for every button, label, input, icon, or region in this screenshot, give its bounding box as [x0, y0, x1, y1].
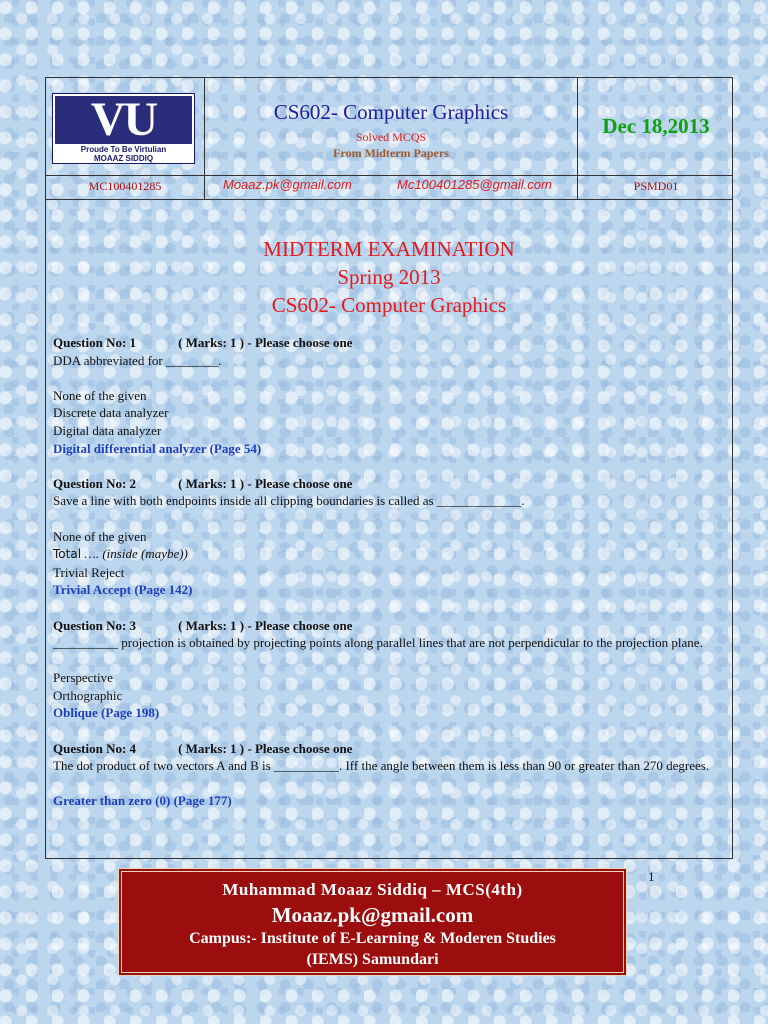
page-number: 1: [648, 869, 655, 884]
logo-tagline-text: Proude To Be Virtulian: [80, 145, 167, 154]
question-marks: ( Marks: 1 ) - Please choose one: [178, 335, 353, 350]
correct-answer: Digital differential analyzer (Page 54): [53, 440, 262, 456]
document-subtitle: Solved MCQS: [355, 130, 427, 144]
document-frame: [45, 77, 733, 859]
email-link-2[interactable]: Mc100401285@gmail.com: [397, 177, 552, 192]
email-cell: [205, 175, 578, 199]
exam-course: CS602- Computer Graphics: [271, 293, 507, 317]
title-cell: [205, 78, 578, 175]
correct-answer: Trivial Accept (Page 142): [53, 582, 193, 598]
question-text: The dot product of two vectors A and B is __________. Iff the angle between them is less than 90 or greater than 270 degrees.: [53, 758, 710, 774]
option: None of the given: [53, 528, 147, 544]
document-source: From Midterm Papers: [333, 146, 449, 160]
id-cell: [46, 175, 205, 199]
logo-owner-name: MOAAZ SIDDIQ: [93, 154, 154, 163]
question-header: [53, 334, 725, 352]
code-cell: [578, 175, 734, 199]
option: Perspective: [53, 670, 113, 686]
option: [53, 545, 725, 564]
footer-banner: [118, 868, 627, 976]
footer-author: Muhammad Moaaz Siddiq – MCS(4th): [222, 880, 523, 899]
footer-campus: Campus:- Institute of E-Learning & Moderen Studies: [189, 930, 556, 947]
question-number: Question No: 1: [53, 335, 137, 350]
student-id: MC100401285: [88, 179, 162, 193]
option: Digital data analyzer: [53, 422, 162, 438]
date-cell: [578, 78, 734, 175]
exam-title: MIDTERM EXAMINATION: [263, 237, 515, 261]
question-text: DDA abbreviated for ________.: [53, 352, 222, 368]
header-row: [46, 78, 732, 176]
exam-term: Spring 2013: [337, 265, 441, 289]
question-number: Question No: 4: [53, 740, 137, 756]
question-header: [53, 740, 725, 758]
option: Trivial Reject: [53, 564, 125, 580]
option-text: Total: [53, 547, 82, 562]
option: None of the given: [53, 387, 147, 403]
questions-list: [53, 334, 725, 810]
option: Discrete data analyzer: [53, 405, 169, 421]
question-header: [53, 475, 725, 493]
correct-answer: Greater than zero (0) (Page 177): [53, 793, 232, 809]
document-date: Dec 18,2013: [602, 114, 710, 138]
email-link-1[interactable]: Moaaz.pk@gmail.com: [223, 177, 352, 192]
footer-email[interactable]: Moaaz.pk@gmail.com: [271, 903, 474, 927]
question-text: Save a line with both endpoints inside all clipping boundaries is called as _____________.: [53, 493, 525, 509]
vu-logo: [52, 93, 195, 164]
logo-tagline: [53, 145, 194, 163]
header-info-row: [46, 175, 732, 200]
question-marks: ( Marks: 1 ) - Please choose one: [178, 475, 353, 491]
exam-heading: [46, 235, 732, 319]
question-header: [53, 617, 725, 635]
question-number: Question No: 2: [53, 475, 137, 491]
document-title: CS602- Computer Graphics: [273, 100, 509, 124]
vu-logo-mark: [55, 93, 192, 146]
logo-cell: [46, 78, 205, 175]
question-marks: ( Marks: 1 ) - Please choose one: [178, 617, 353, 633]
correct-answer: Oblique (Page 198): [53, 705, 160, 721]
vu-logo-letters: VU: [90, 93, 157, 146]
document-code: PSMD01: [633, 179, 679, 193]
option-note: …. (inside (maybe)): [81, 546, 188, 562]
question-text: __________ projection is obtained by projecting points along parallel lines that are not perpendicular to the projection plane.: [53, 635, 703, 651]
question-marks: ( Marks: 1 ) - Please choose one: [178, 740, 353, 756]
footer-campus-location: (IEMS) Samundari: [306, 951, 439, 968]
question-number: Question No: 3: [53, 617, 137, 633]
option: Orthographic: [53, 687, 123, 703]
